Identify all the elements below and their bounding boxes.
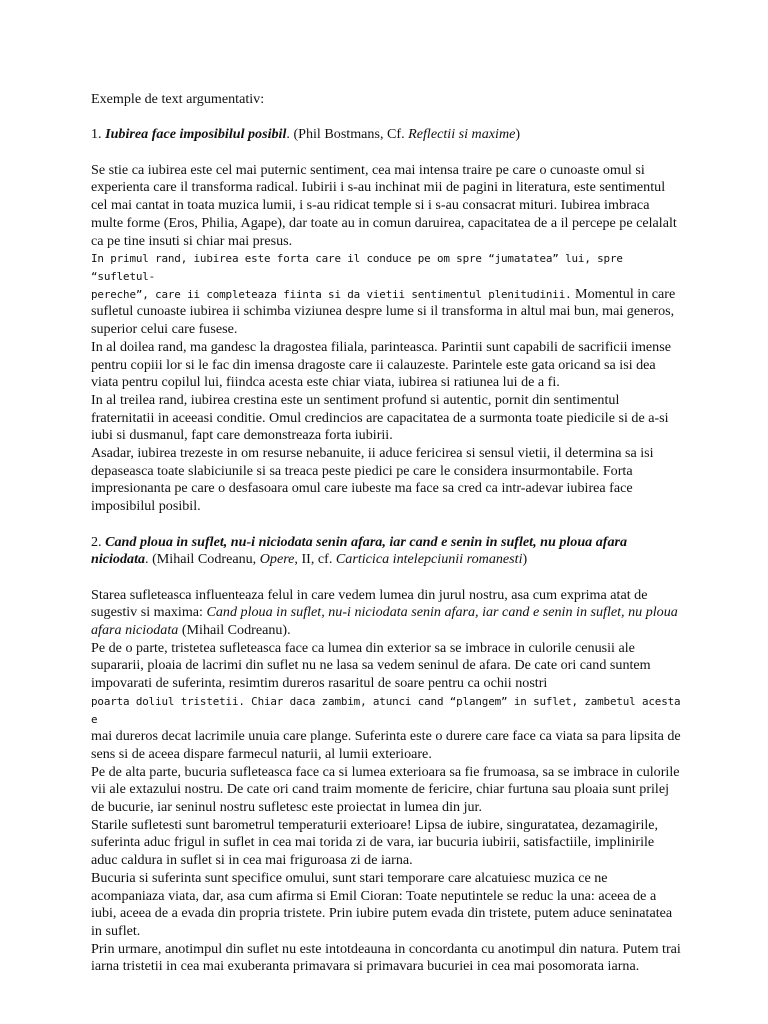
section2-number: 2.	[91, 533, 102, 550]
section1-paragraph-2: In primul rand, iubirea este forta care il conduce pe om spre “jumatatea” lui, spre “sufletul- pereche”, care ii completeaza fiinta si da vietii sentimentul plenitudinii. Momentul in care sufletul cunoaste iubirea ii schimba viziunea despre lume si il transforma in altul mai bun, mai generos, superior celui care fusese.	[91, 252, 676, 338]
document-body	[91, 91, 681, 976]
section2-source: Carticica intelepciunii romanesti	[335, 551, 523, 568]
section1-paragraph-3: In al doilea rand, ma gandesc la dragostea filiala, parinteasca. Parintii sunt capabili de sacrificii imense pentru copiii lor si le fac din imensa dragoste care ii calauzeste. Parintele este gata oricand sa isi dea viata pentru copilul lui, fiindca acesta este chiar viata, iubirea si ratiunea lui de a fi.	[91, 338, 671, 391]
document-heading: Exemple de text argumentativ:	[91, 91, 265, 107]
section1-title-text: Iubirea face imposibilul posibil	[105, 126, 287, 143]
section1-number: 1.	[91, 126, 102, 143]
section2-paragraph-4: Starile sufletesti sunt barometrul temperaturii exterioare! Lipsa de iubire, singuratatea, dezamagirile, suferinta aduc frigul in suflet in cea mai torida zi de vara, iar bucuria iubirii, satisfactiile, implinirile aduc caldura in suflet si in cea mai friguroasa zi de iarna.	[91, 816, 659, 869]
section2-work: Opere	[259, 551, 295, 568]
spacer	[91, 109, 681, 127]
section2-quote: Cand ploua in suflet, nu-i niciodata senin afara, iar cand e senin in suflet, nu ploua afara niciodata	[91, 604, 678, 639]
spacer	[91, 569, 681, 587]
section2-paragraph-2: Pe de o parte, tristetea sufleteasca face ca lumea din exterior sa se imbrace in culorile cenusii ale supararii, ploaia de lacrimi din suflet nu ne lasa sa vedem seninul de afara. De cate ori cand suntem impovarati de suferinta, resimtim dureros rasaritul de soare pentru ca ochii nostri poarta doliul tristetii. Chiar daca zambim, atunci cand “plangem” in suflet, zambetul acesta e mai dureros decat lacrimile unuia care plange. Suferinta este o durere care face ca viata sa para lipsita de sens si de aceea dispare farmecul naturii, al lumii exterioare.	[91, 639, 681, 762]
section2-paragraph-1: Starea sufleteasca influenteaza felul in care vedem lumea din jurul nostru, asa cum exprima atat de sugestiv si maxima: Cand ploua in suflet, nu-i niciodata senin afara, iar cand e senin in suflet, nu ploua afara niciodata (Mihail Codreanu).	[91, 586, 678, 639]
section1-source: Reflectii si maxime	[408, 126, 516, 143]
spacer	[91, 144, 681, 162]
section2-title-text: Cand ploua in suflet, nu-i niciodata senin afara, iar cand e senin in suflet, nu ploua afara niciodata	[91, 533, 628, 568]
section2-paragraph-3: Pe de alta parte, bucuria sufleteasca face ca si lumea exterioara sa fie frumoasa, sa se imbrace in culorile vii ale extazului nostru. De cate ori cand traim momente de fericire, chiar furtuna sau ploaia sunt prilej de bucurie, iar seninul nostru sufletesc este proiectat in lumea din jur.	[91, 763, 680, 816]
section2-paragraph-6: Prin urmare, anotimpul din suflet nu este intotdeauna in concordanta cu anotimpul din natura. Putem trai iarna tristetii in cea mai exuberanta primavara si primavara bucuriei in cea mai posomorata iarna.	[91, 940, 681, 975]
section1-paragraph-4: In al treilea rand, iubirea crestina este un sentiment profund si autentic, pornit din sentimentul fraternitatii in aceeasi conditie. Omul credincios are capacitatea de a surmonta toate piedicile si de a-si iubi si dusmanul, fapt care demonstreaza forta iubirii.	[91, 391, 669, 444]
section1-paragraph-5: Asadar, iubirea trezeste in om resurse nebanuite, ii aduce fericirea si sensul vietii, il determina sa isi depaseasca toate slabiciunile si sa treaca peste piedici pe care le considera insurmontabile. Forta impresionanta pe care o desfasoara omul care iubeste ma face sa cred ca intr-adevar iubirea face imposibilul posibil.	[91, 445, 654, 515]
spacer	[91, 516, 681, 534]
section1-paragraph-1: Se stie ca iubirea este cel mai puternic sentiment, cea mai intensa traire pe care o cunoaste omul si experienta care il transforma radical. Iubirii i s-au inchinat mii de pagini in literatura, este sentimentul cel mai cantat in toata muzica lumii, i s-au ridicat temple si i s-au consacrat mituri. Iubirea imbraca multe forme (Eros, Philia, Agape), dar toate au in comun daruirea, capacitatea de a il percepe pe celalalt ca pe tine insuti si chiar mai presus.	[91, 161, 677, 249]
section1-title: 1. Iubirea face imposibilul posibil. (Phil Bostmans, Cf. Reflectii si maxime)	[91, 126, 521, 143]
section2-title: 2. Cand ploua in suflet, nu-i niciodata senin afara, iar cand e senin in suflet, nu ploua afara niciodata. (Mihail Codreanu, Opere, II, cf. Carticica intelepciunii romanesti)	[91, 533, 628, 568]
section2-paragraph-5: Bucuria si suferinta sunt specifice omului, sunt stari temporare care alcatuiesc muzica ce ne acompaniaza viata, dar, asa cum afirma si Emil Cioran: Toate neputintele se reduc la una: aceea de a iubi, aceea de a evada din propria tristete. Prin iubire putem evada din tristete, putem aduce seninatatea in suflet.	[91, 869, 673, 939]
